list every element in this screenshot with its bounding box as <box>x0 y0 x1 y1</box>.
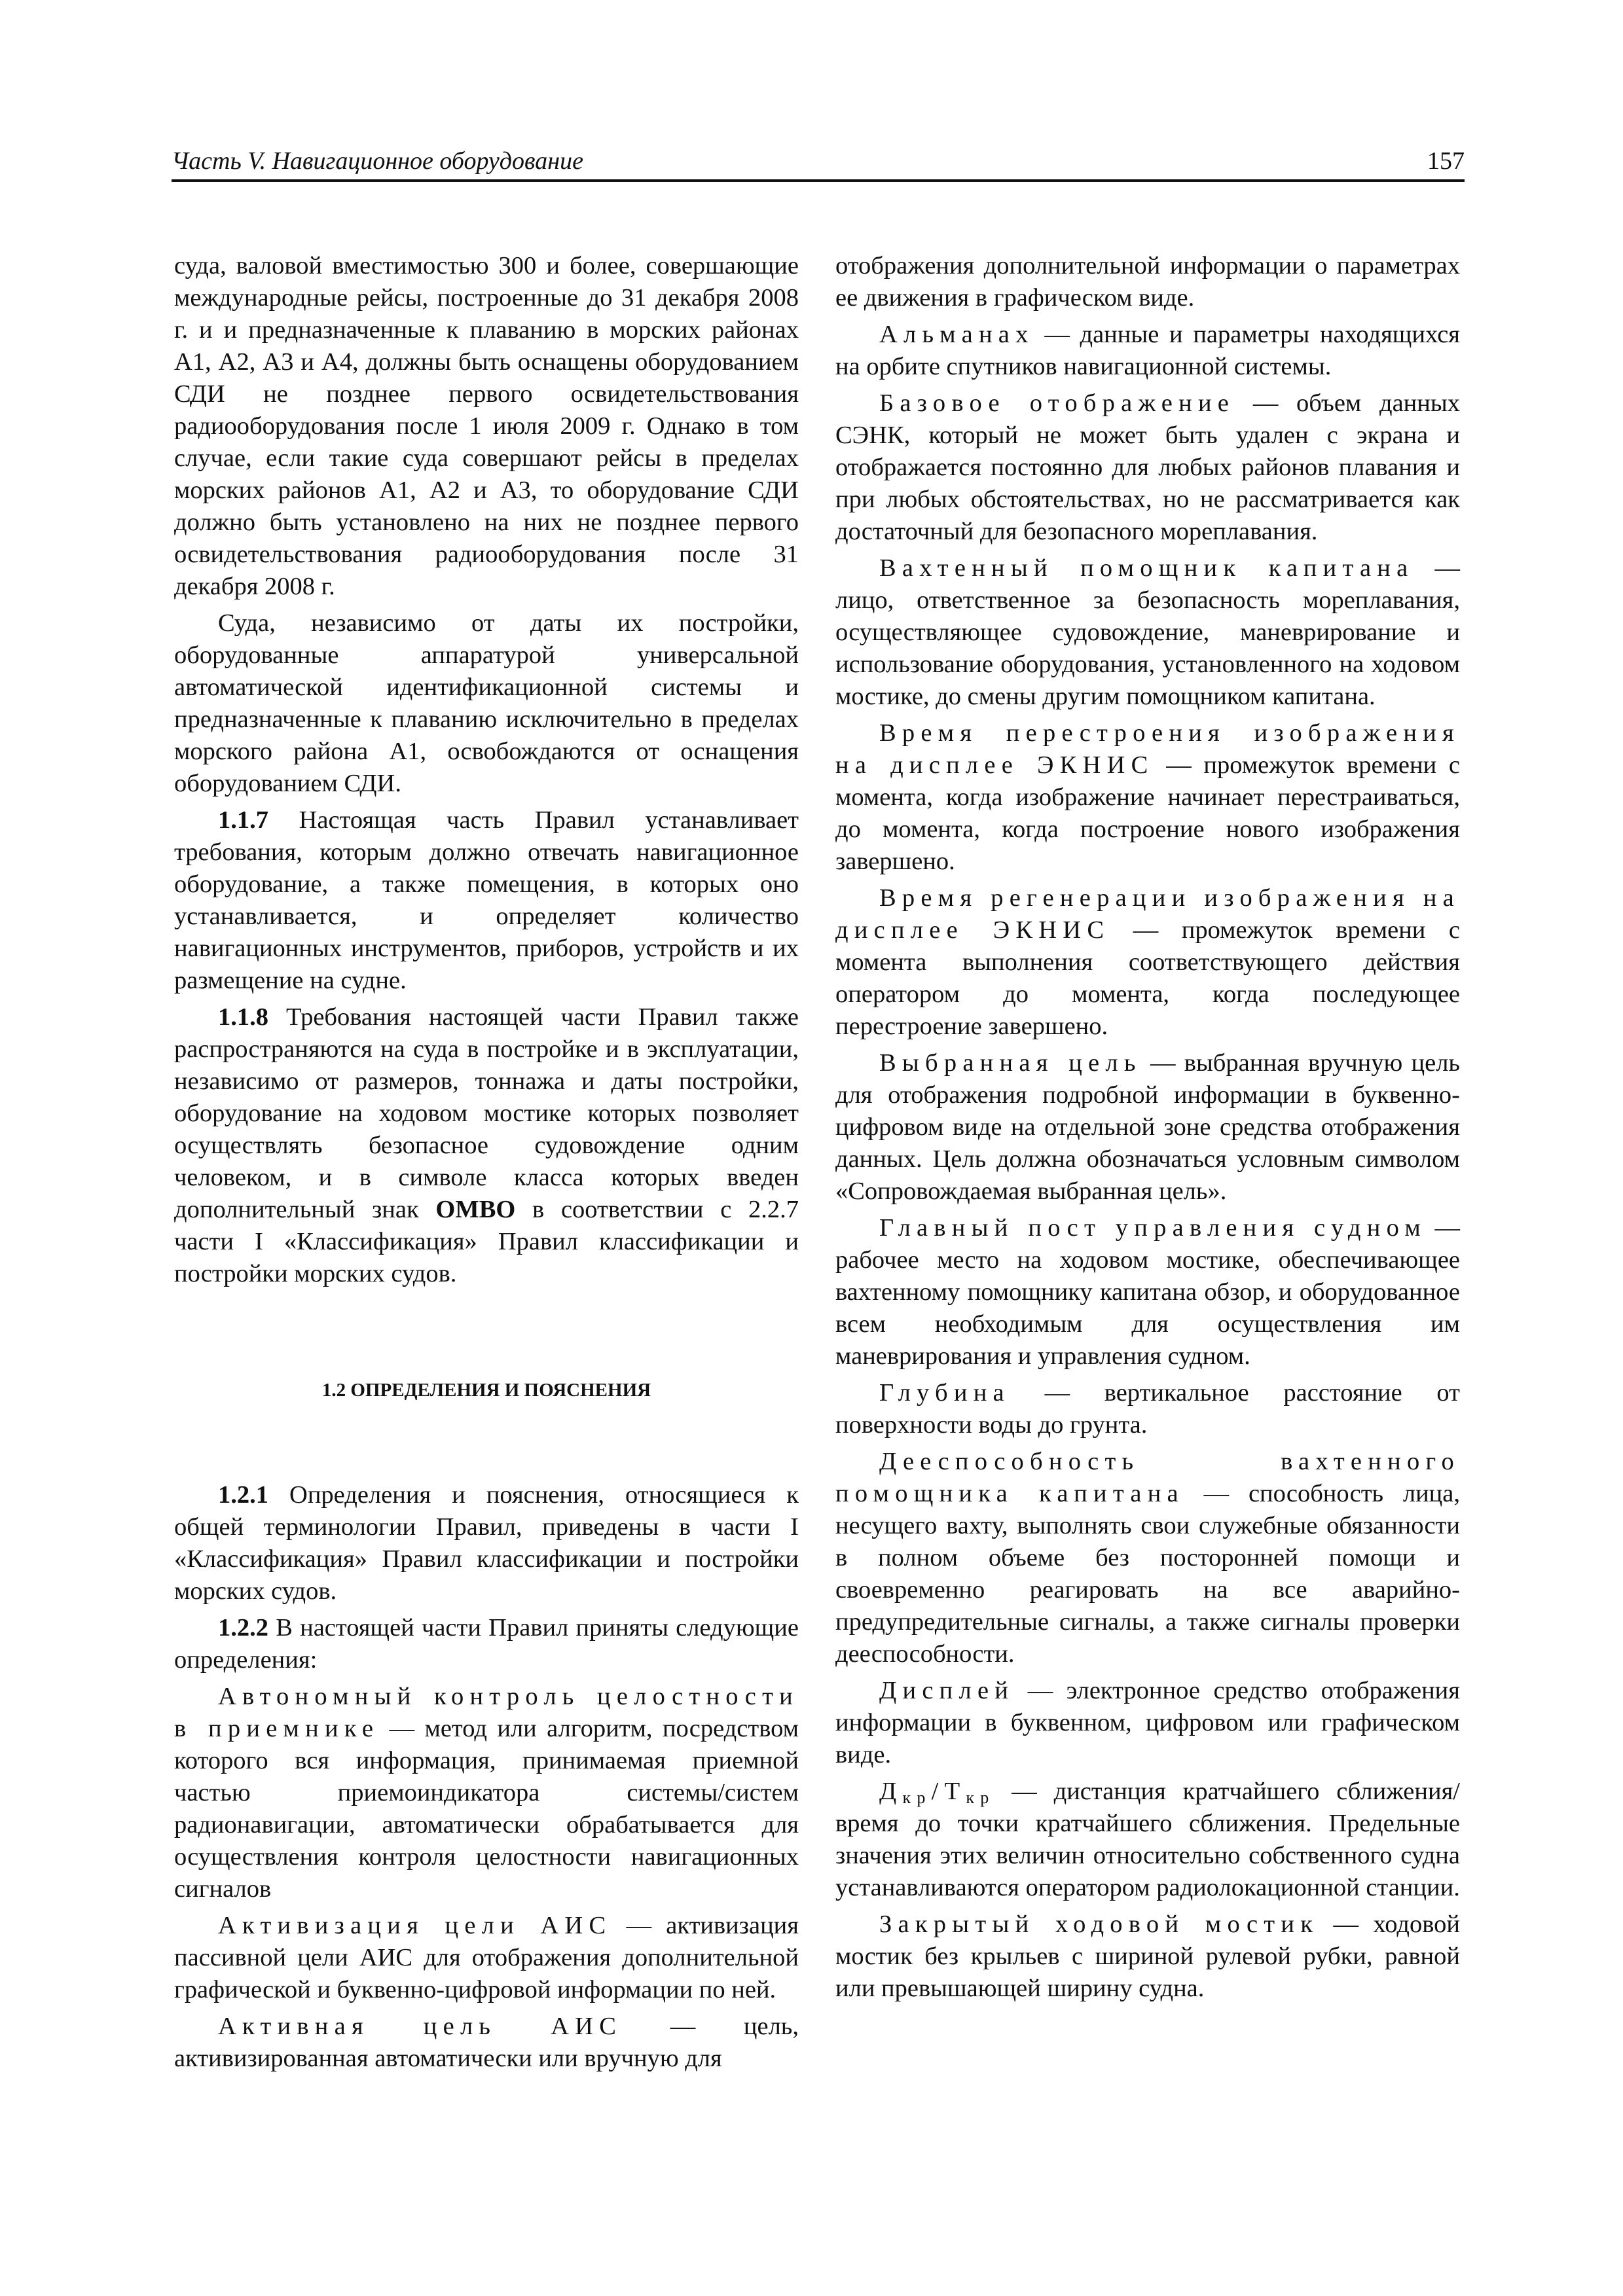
definition-term: Дисплей <box>879 1677 1015 1704</box>
subscript: кр <box>902 1788 932 1807</box>
clause-text: Определения и пояснения, относящиеся к общей терминологии Правил, приведены в части I «Классификация» Правил классификации и постройки морских судов. <box>174 1481 799 1605</box>
symbol-t: Т <box>944 1778 966 1805</box>
definition-text: — промежуток времени с момента, когда изображение начинает перестраиваться, до момента, когда построение нового изображения завершено. <box>835 751 1460 875</box>
clause-text: Настоящая часть Правил устанавливает требования, которым должно отвечать навигационное оборудование, а также помещения, в которых оно устанавливается, и определяет количество навигационных инструментов, приборов, устройств и их размещение на судне. <box>174 806 799 994</box>
definition-text: — выбранная вручную цель для отображения подробной информации в буквенно-цифровом виде на отдельной зоне средства отображения данных. Цель должна обозначаться условным символом «Сопровождаемая выбранная цель». <box>835 1049 1460 1205</box>
definition-term: Альманах <box>879 321 1034 348</box>
definition-text: — промежуток времени с момента выполнения соответствующего действия оператором до момента, когда последующее перестроение завершено. <box>835 916 1460 1040</box>
left-column <box>174 250 799 2079</box>
definition-text: — электронное средство отображения информации в буквенном, цифровом или графическом виде. <box>835 1677 1460 1768</box>
paragraph-1-1-7 <box>174 804 799 997</box>
definition-term: Глубина <box>879 1379 1010 1407</box>
definition-term: Автономный контроль целостности в приемнике <box>174 1683 799 1742</box>
definition-term: Выбранная цель <box>879 1049 1142 1077</box>
paragraph: Суда, независимо от даты их постройки, оборудованные аппаратурой универсальной автоматической идентификационной системы и предназначенные к плаванию исключительно в пределах морского района А1, освобождаются от оснащения оборудованием СДИ. <box>174 609 799 797</box>
definition <box>174 1910 799 2006</box>
clause-number: 1.1.8 <box>218 1003 268 1031</box>
symbol-slash: / <box>931 1778 945 1805</box>
definition <box>835 1047 1460 1208</box>
definition <box>835 1909 1460 2005</box>
running-title: Часть V. Навигационное оборудование <box>172 147 583 175</box>
paragraph-1-2-2 <box>174 1612 799 1676</box>
definition-term: Главный пост управления судном <box>879 1214 1427 1242</box>
definition-term: Базовое отображение <box>879 389 1235 417</box>
definition <box>174 1681 799 1905</box>
definition-term: Время регенерации изображения на дисплее ЭКНИС <box>835 884 1460 944</box>
paragraph: суда, валовой вместимостью 300 и более, совершающие международные рейсы, построенные до 31 декабря 2008 г. и и предназначенные к плаванию в морских районах А1, А2, А3 и А4, должны быть оснащены оборудованием СДИ не позднее первого освидетельствования радиооборудования после 1 июля 2009 г. Однако в том случае, если такие суда совершают рейсы в пределах морских районов А1, А2 и А3, то оборудование СДИ должно быть установлено на них не позднее первого освидетельствования радиооборудования после 31 декабря 2008 г. <box>174 252 799 600</box>
clause-text: Требования настоящей части Правил также распространяются на суда в постройке и в эксплуатации, независимо от размеров, тоннажа и даты постройки, оборудование на ходовом мостике которых позволяет осуществлять безопасное судовождение одним человеком, и в символе класса которых введен дополнительный знак <box>174 1003 799 1223</box>
clause-number: 1.1.7 <box>218 806 268 834</box>
definition-text: — активизация пассивной цели АИС для отображения дополнительной графической и буквенно-цифровой информации по ней. <box>174 1912 799 2003</box>
definition-term <box>879 1778 994 1805</box>
symbol-d: Д <box>879 1778 903 1805</box>
definition <box>835 387 1460 548</box>
page-number: 157 <box>1427 147 1465 175</box>
clause-text: В настоящей части Правил приняты следующие определения: <box>174 1614 799 1674</box>
definition <box>835 1675 1460 1771</box>
definition-term: Время перестроения изображения на дисплее ЭКНИС <box>835 719 1460 779</box>
definition-text: — цель, активизированная автоматически или вручную для <box>174 2013 799 2072</box>
clause-number: 1.2.2 <box>218 1614 268 1641</box>
definition <box>835 1377 1460 1441</box>
definition <box>835 1446 1460 1670</box>
paragraph-1-2-1 <box>174 1479 799 1607</box>
definition-text: — дистанция кратчайшего сближения/ время до точки кратчайшего сближения. Предельные значения этих величин относительно собственного судна устанавливаются оператором радиолокационной станции. <box>835 1778 1460 1901</box>
clause-number: 1.2.1 <box>218 1481 268 1509</box>
definition-text: — метод или алгоритм, посредством которого вся информация, принимаемая приемной частью приемоиндикатора системы/систем радионавигации, автоматически обрабатывается для осуществления контроля целостности навигационных сигналов <box>174 1715 799 1903</box>
definition <box>835 319 1460 383</box>
definition-term: Активизация цели АИС <box>218 1912 612 1939</box>
definition-text: — рабочее место на ходовом мостике, обеспечивающее вахтенному помощнику капитана обзор, и оборудованное всем необходимым для осуществления им маневрирования и управления судном. <box>835 1214 1460 1370</box>
definition-term: Дееспособность вахтенного помощника капитана <box>835 1448 1460 1507</box>
definition <box>835 1212 1460 1372</box>
paragraph: отображения дополнительной информации о параметрах ее движения в графическом виде. <box>835 252 1460 312</box>
class-mark: OMBO <box>435 1196 516 1223</box>
subscript: кр <box>966 1788 995 1807</box>
definition <box>835 882 1460 1043</box>
page-header <box>172 143 1465 182</box>
clause-text: в соответствии с 2.2.7 части I «Классификация» Правил классификации и постройки морских судов. <box>174 1196 799 1287</box>
right-column <box>835 250 1460 2009</box>
definition-term: Закрытый ходовой мостик <box>879 1910 1319 1938</box>
definition-term: Активная цель АИС <box>218 2013 623 2040</box>
definition <box>174 2011 799 2075</box>
definition-text: — объем данных СЭНК, который не может быть удален с экрана и отображается постоянно для любых районов плавания и при любых обстоятельствах, но не рассматривается как достаточный для безопасного мореплавания. <box>835 389 1460 545</box>
definition-text: — способность лица, несущего вахту, выполнять свои служебные обязанности в полном объеме без посторонней помощи и своевременно реагировать на все аварийно-предупредительные сигналы, а также сигналы проверки дееспособности. <box>835 1480 1460 1668</box>
section-title: 1.2 ОПРЕДЕЛЕНИЯ И ПОЯСНЕНИЯ <box>321 1380 651 1401</box>
definition <box>835 717 1460 878</box>
paragraph-1-1-8 <box>174 1001 799 1290</box>
definition <box>835 552 1460 713</box>
definition-term: Вахтенный помощник капитана <box>879 554 1414 582</box>
definition <box>835 1776 1460 1904</box>
definition-text: — вертикальное расстояние от поверхности воды до грунта. <box>835 1379 1460 1439</box>
definition-text: — лицо, ответственное за безопасность мореплавания, осуществляющее судовождение, маневрирование и использование оборудования, установленного на ходовом мостике, до смены другим помощником капитана. <box>835 554 1460 710</box>
definition-text: — данные и параметры находящихся на орбите спутников навигационной системы. <box>835 321 1460 380</box>
definition-text: — ходовой мостик без крыльев с шириной рулевой рубки, равной или превышающей ширину судна. <box>835 1910 1460 2002</box>
